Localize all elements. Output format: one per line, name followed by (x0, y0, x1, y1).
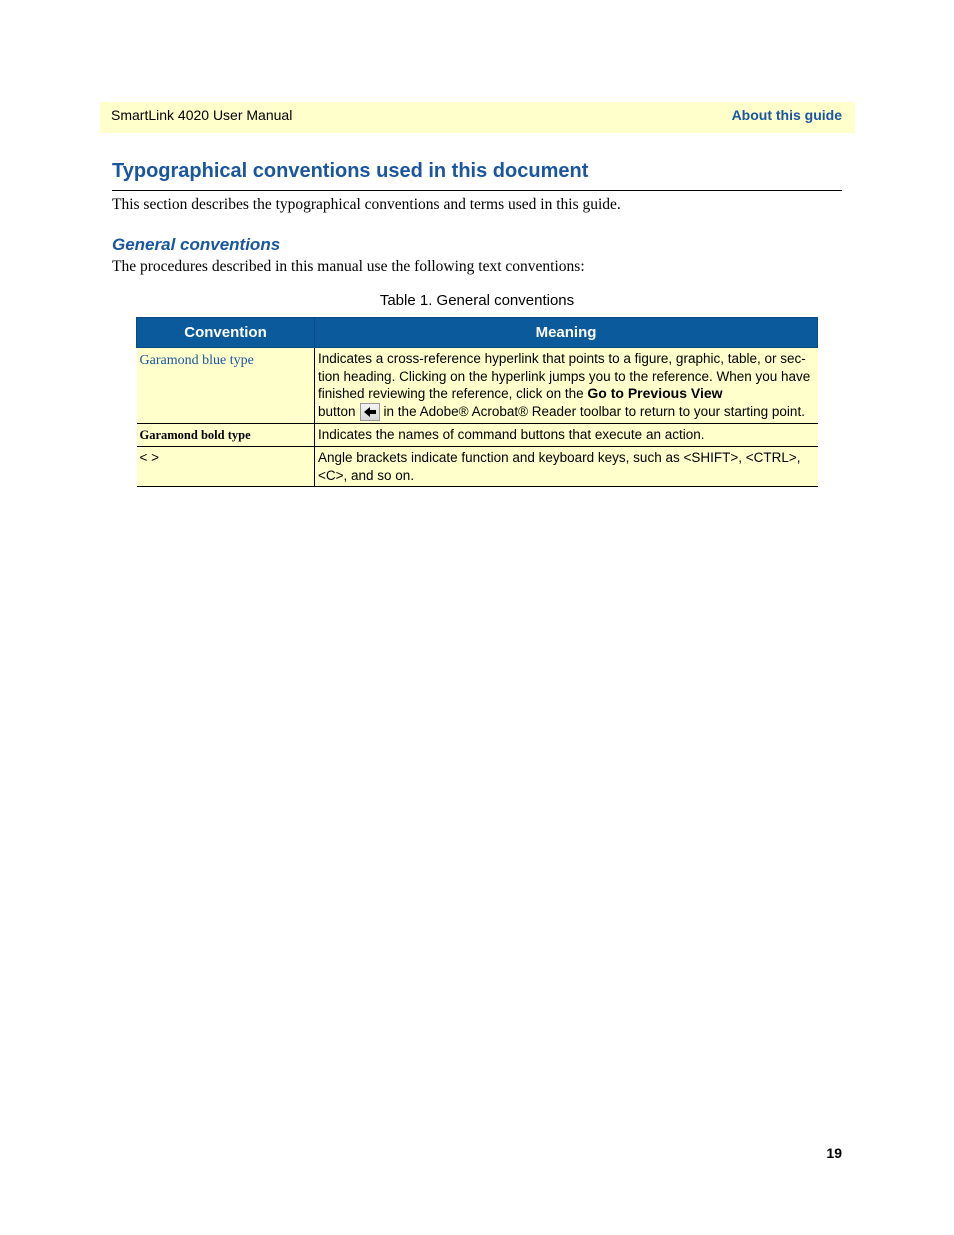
header-meaning: Meaning (315, 318, 818, 348)
meaning-text: in the Adobe® Acrobat® Reader toolbar to return to your starting point. (383, 403, 805, 419)
table-row (137, 348, 818, 424)
back-arrow-icon (360, 403, 380, 421)
running-header (100, 102, 855, 133)
title-divider (112, 190, 842, 191)
page-number: 19 (826, 1145, 842, 1161)
table-row (137, 447, 818, 487)
convention-cell: < > (137, 447, 315, 487)
conventions-table (136, 317, 818, 487)
table-caption: Table 1. General conventions (379, 292, 575, 309)
header-convention: Convention (137, 318, 315, 348)
table-header-row (137, 318, 818, 348)
section-title: Typographical conventions used in this document (112, 160, 589, 182)
convention-cell: Garamond blue type (137, 348, 315, 424)
subsection-text: The procedures described in this manual use the following text conventions: (112, 258, 585, 275)
meaning-text: button (318, 403, 356, 419)
meaning-cell (315, 348, 818, 424)
go-to-previous-view-label: Go to Previous View (587, 385, 723, 401)
section-link[interactable]: About this guide (731, 107, 842, 123)
section-intro: This section describes the typographical conventions and terms used in this guide. (112, 196, 621, 213)
table-row (137, 423, 818, 447)
subsection-title: General conventions (112, 235, 281, 254)
meaning-text: Indicates a cross-reference hyperlink that points to a figure, graphic, table, or sec-tion heading. Clicking on the hyperlink jumps you to the reference. When you have finished reviewing the reference, click on the (318, 351, 811, 401)
meaning-cell: Angle brackets indicate function and keyboard keys, such as <SHIFT>, <CTRL>, <C>, and so on. (315, 447, 818, 487)
convention-cell: Garamond bold type (137, 423, 315, 447)
manual-title: SmartLink 4020 User Manual (111, 107, 293, 123)
meaning-cell: Indicates the names of command buttons that execute an action. (315, 423, 818, 447)
